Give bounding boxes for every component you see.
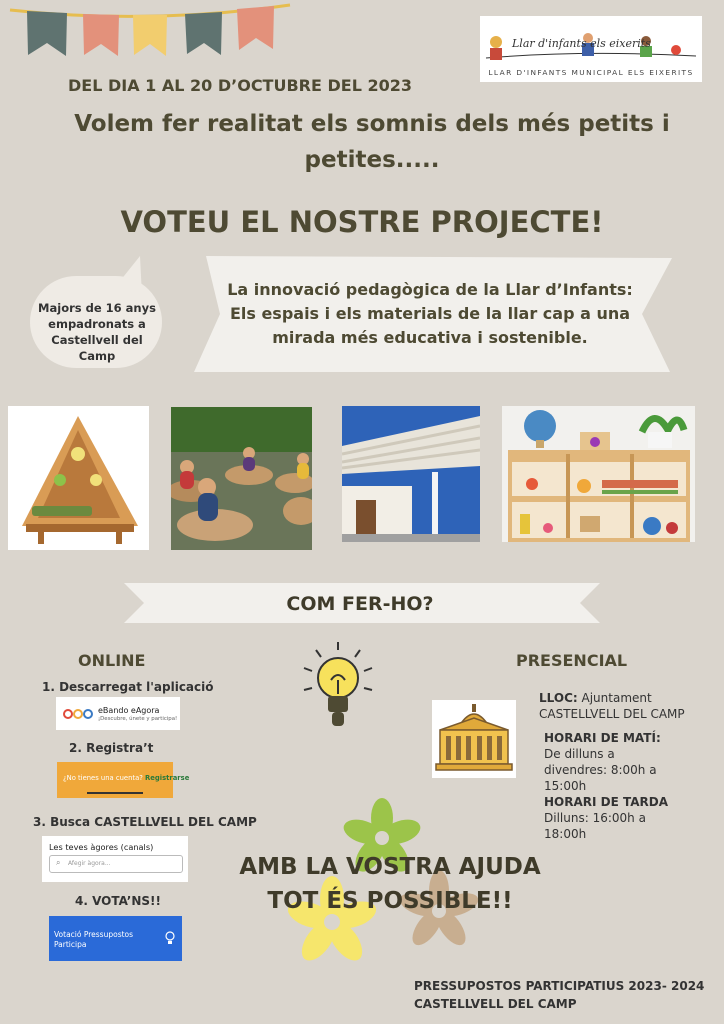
- town-hall-icon: [432, 700, 516, 778]
- bunting-decoration: [0, 0, 300, 70]
- headline-line-1: Volem fer realitat els somnis dels més petits i: [74, 111, 670, 137]
- agoras-search-placeholder: Afegir àgora...: [68, 860, 111, 867]
- project-line-2: Els espais i els materials de la llar cap a una: [229, 304, 631, 323]
- morning-line-2: divendres: 8:00h a: [544, 763, 657, 777]
- search-icon: ⌕: [56, 858, 61, 867]
- app-tagline: ¡Descubre, únete y participa!: [98, 716, 178, 722]
- online-step-1: 1. Descarregat l'aplicació: [42, 680, 214, 694]
- logo-subtitle: LLAR D'INFANTS MUNICIPAL ELS EIXERITS: [488, 68, 694, 77]
- agoras-search-input[interactable]: [49, 855, 183, 873]
- online-title: ONLINE: [78, 651, 146, 670]
- agoras-title: Les teves àgores (canals): [49, 842, 154, 852]
- how-to-title: COM FER-HO?: [286, 593, 434, 615]
- footer: [414, 977, 704, 1013]
- logo-script-text: Llar d'infants els eixerits: [512, 37, 651, 50]
- photo-wooden-tent: [8, 406, 149, 550]
- location-value-1: Ajuntament: [581, 691, 652, 705]
- morning-label: HORARI DE MATÍ:: [544, 731, 661, 745]
- vote-card[interactable]: [49, 916, 182, 961]
- register-prompt: ¿No tienes una cuenta?: [63, 774, 143, 782]
- location-label: LLOC:: [539, 691, 578, 705]
- eligibility-line-1: Majors de 16 anys: [38, 301, 156, 315]
- vote-card-text: Votació Pressupostos Participa: [54, 930, 134, 949]
- school-logo: [480, 16, 702, 82]
- register-underline: [87, 792, 143, 794]
- eligibility-line-2: empadronats a: [48, 317, 146, 331]
- headline-line-2: petites.....: [304, 147, 440, 173]
- app-download-card[interactable]: [56, 697, 180, 730]
- small-lightbulb-icon: [163, 930, 177, 946]
- date-range: DEL DIA 1 AL 20 D’OCTUBRE DEL 2023: [68, 76, 412, 95]
- photo-wooden-figures: [171, 407, 312, 550]
- register-link[interactable]: Registrarse: [145, 774, 190, 782]
- schedule-block: [544, 730, 668, 842]
- register-card[interactable]: [57, 762, 190, 798]
- project-line-3: mirada més educativa i sostenible.: [272, 328, 588, 347]
- closing-line-2: TOT ÉS POSSIBLE!!: [267, 888, 513, 914]
- eligibility-text: [34, 300, 160, 364]
- afternoon-line-2: 18:00h: [544, 827, 587, 841]
- photo-montessori-shelf: [502, 406, 695, 542]
- agoras-card[interactable]: [42, 836, 188, 882]
- vote-title: VOTEU EL NOSTRE PROJECTE!: [120, 205, 604, 239]
- project-line-1: La innovació pedagògica de la Llar d’Infants:: [227, 280, 633, 299]
- afternoon-label: HORARI DE TARDA: [544, 795, 669, 809]
- footer-line-2: CASTELLVELL DEL CAMP: [414, 997, 577, 1011]
- closing-message: [200, 850, 580, 918]
- online-step-3: 3. Busca CASTELLVELL DEL CAMP: [33, 815, 257, 829]
- photo-shade-pergola: [342, 406, 480, 542]
- town-hall-card: [432, 700, 516, 778]
- location-block: [539, 690, 685, 722]
- morning-line-3: 15:00h: [544, 779, 587, 793]
- project-description: [220, 278, 640, 350]
- eligibility-line-3: Castellvell del Camp: [51, 333, 143, 363]
- lightbulb-icon: [298, 640, 378, 732]
- online-step-2: 2. Registra’t: [69, 741, 154, 755]
- afternoon-line-1: Dilluns: 16:00h a: [544, 811, 646, 825]
- headline: [40, 106, 704, 178]
- closing-line-1: AMB LA VOSTRA AJUDA: [239, 854, 541, 880]
- ebando-logo-icon: [63, 707, 93, 721]
- app-name: eBando eAgora: [98, 706, 160, 715]
- register-text: [63, 774, 189, 782]
- morning-line-1: De dilluns a: [544, 747, 615, 761]
- footer-line-1: PRESSUPOSTOS PARTICIPATIUS 2023- 2024: [414, 979, 705, 993]
- presencial-title: PRESENCIAL: [516, 651, 628, 670]
- online-step-4: 4. VOTA’NS!!: [75, 894, 161, 908]
- location-value-2: CASTELLVELL DEL CAMP: [539, 707, 685, 721]
